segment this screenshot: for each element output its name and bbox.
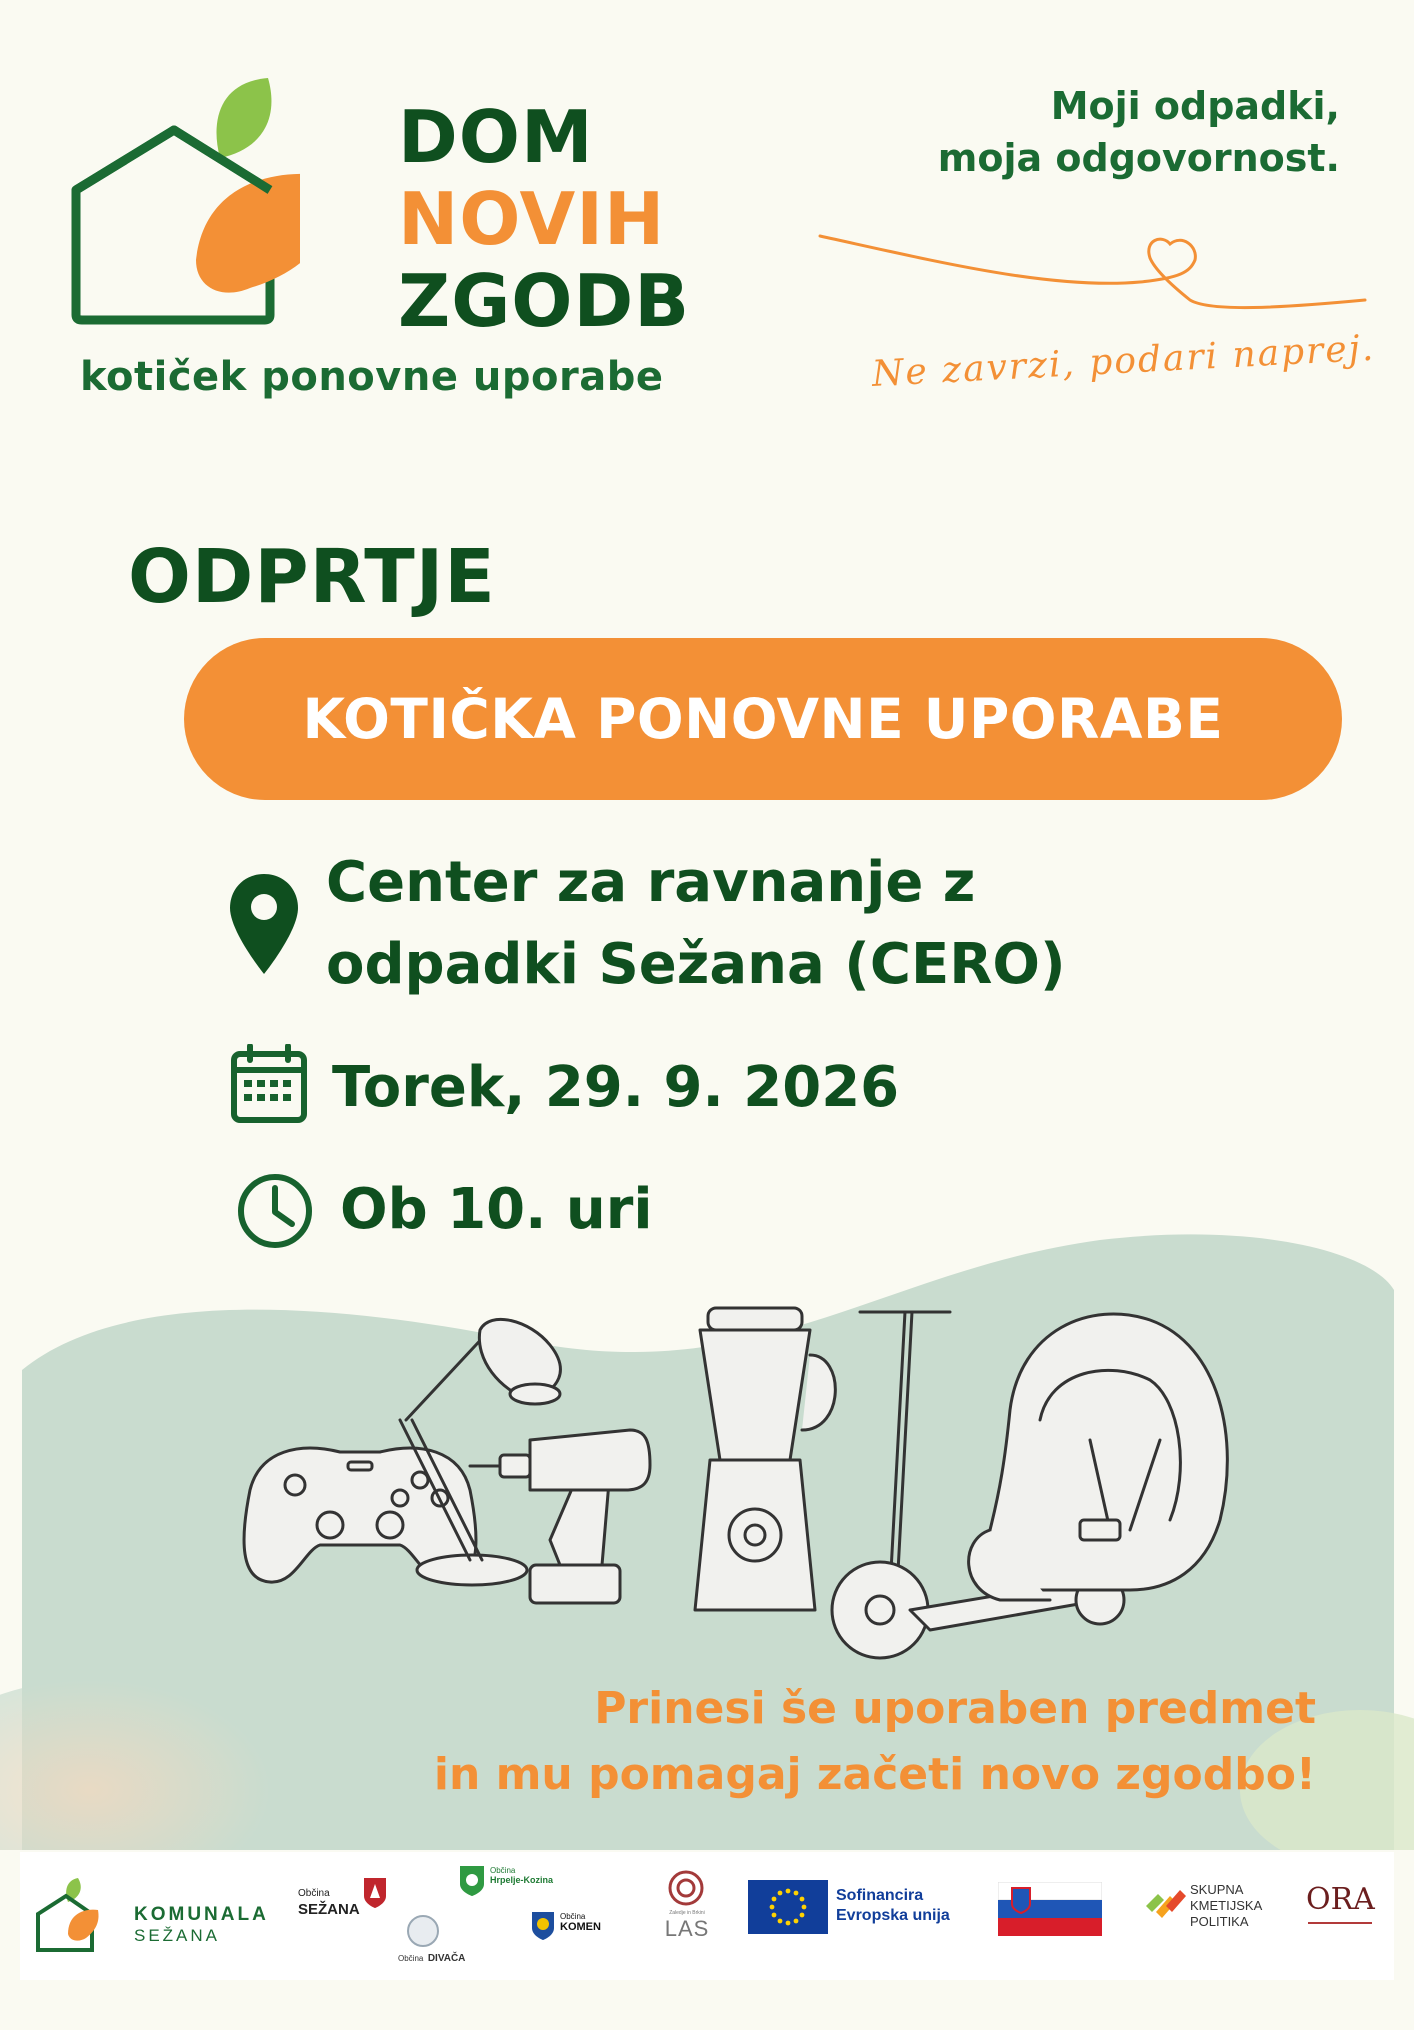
sezana-small: Občina: [298, 1888, 330, 1899]
child-car-seat-icon: [969, 1314, 1228, 1600]
event-date: Torek, 29. 9. 2026: [332, 1055, 900, 1120]
hrpelje-crest-icon: [458, 1864, 486, 1898]
komunala-house-icon: [34, 1876, 104, 1954]
komunala-city: SEŽANA: [134, 1926, 221, 1945]
cta-line-1: Prinesi še uporaben predmet: [594, 1683, 1316, 1734]
logo-word-novih: NOVIH: [398, 177, 666, 261]
blender-icon: [695, 1308, 835, 1610]
slogan-line-1: Moji odpadki,: [1050, 84, 1340, 128]
las-small: Zaledje in Brkini: [669, 1910, 705, 1916]
divaca-small: Občina: [398, 1954, 424, 1963]
cta-line-2: in mu pomagaj začeti novo zgodbo!: [433, 1749, 1316, 1800]
komunala-name: KOMUNALA: [134, 1904, 269, 1925]
eu-flag-icon: [748, 1880, 828, 1934]
hrpelje-name: Hrpelje-Kozina: [490, 1875, 554, 1885]
skp-text: [1190, 1882, 1262, 1930]
calendar-icon: [230, 1044, 308, 1124]
divaca-crest-icon: [406, 1914, 440, 1948]
event-pill: KOTIČKA PONOVNE UPORABE: [184, 638, 1342, 800]
obcina-divaca-logo: [398, 1948, 465, 1966]
obcina-komen-logo: [560, 1912, 601, 1933]
ora-logo: [1306, 1882, 1375, 1917]
logo-word-dom: DOM: [398, 95, 594, 179]
komunala-logo: [34, 1870, 269, 1960]
divaca-name: DIVAČA: [427, 1953, 466, 1964]
las-logo: [660, 1910, 714, 1942]
eu-line-2: Evropska unija: [836, 1907, 950, 1924]
heart-line-icon: [810, 220, 1380, 330]
logo-word-zgodb: ZGODB: [398, 259, 691, 343]
obcina-hrpelje-logo: [490, 1866, 553, 1885]
obcina-sezana-logo: [298, 1886, 360, 1918]
las-name: LAS: [664, 1916, 710, 1941]
tagline: Ne zavrzi, podari naprej.: [870, 327, 1377, 395]
las-emblem-icon: [666, 1868, 706, 1908]
event-time: Ob 10. uri: [340, 1177, 653, 1242]
ora-name: ORA: [1306, 1882, 1375, 1917]
location-line-1: Center za ravnanje z: [326, 850, 976, 915]
komen-crest-icon: [530, 1910, 556, 1942]
skp-line-3: POLITIKA: [1190, 1914, 1249, 1929]
logo-subtitle: kotiček ponovne uporabe: [80, 354, 664, 400]
call-to-action: [200, 1676, 1316, 1808]
ora-underline: [1308, 1922, 1372, 1924]
skp-line-1: SKUPNA: [1190, 1882, 1244, 1897]
skp-logo-icon: [1144, 1886, 1188, 1920]
skp-line-2: KMETIJSKA: [1190, 1898, 1263, 1913]
house-leaf-icon: [70, 70, 300, 330]
location: [326, 842, 1066, 1006]
komen-name: KOMEN: [560, 1921, 601, 1933]
headline: ODPRTJE: [128, 534, 496, 620]
location-line-2: odpadki Sežana (CERO): [326, 932, 1066, 997]
eu-cofinance-text: [836, 1886, 950, 1926]
slovenia-flag-icon: [998, 1882, 1102, 1936]
sezana-name: SEŽANA: [298, 1901, 360, 1918]
slogan-line-2: moja odgovornost.: [937, 136, 1340, 180]
hrpelje-small: Občina: [490, 1866, 516, 1875]
slogan: [780, 80, 1340, 184]
location-pin-icon: [228, 872, 300, 976]
eu-line-1: Sofinancira: [836, 1887, 924, 1904]
partner-logos-bar: [20, 1852, 1394, 1980]
komen-small: Občina: [560, 1912, 586, 1921]
sezana-crest-icon: [362, 1876, 388, 1910]
